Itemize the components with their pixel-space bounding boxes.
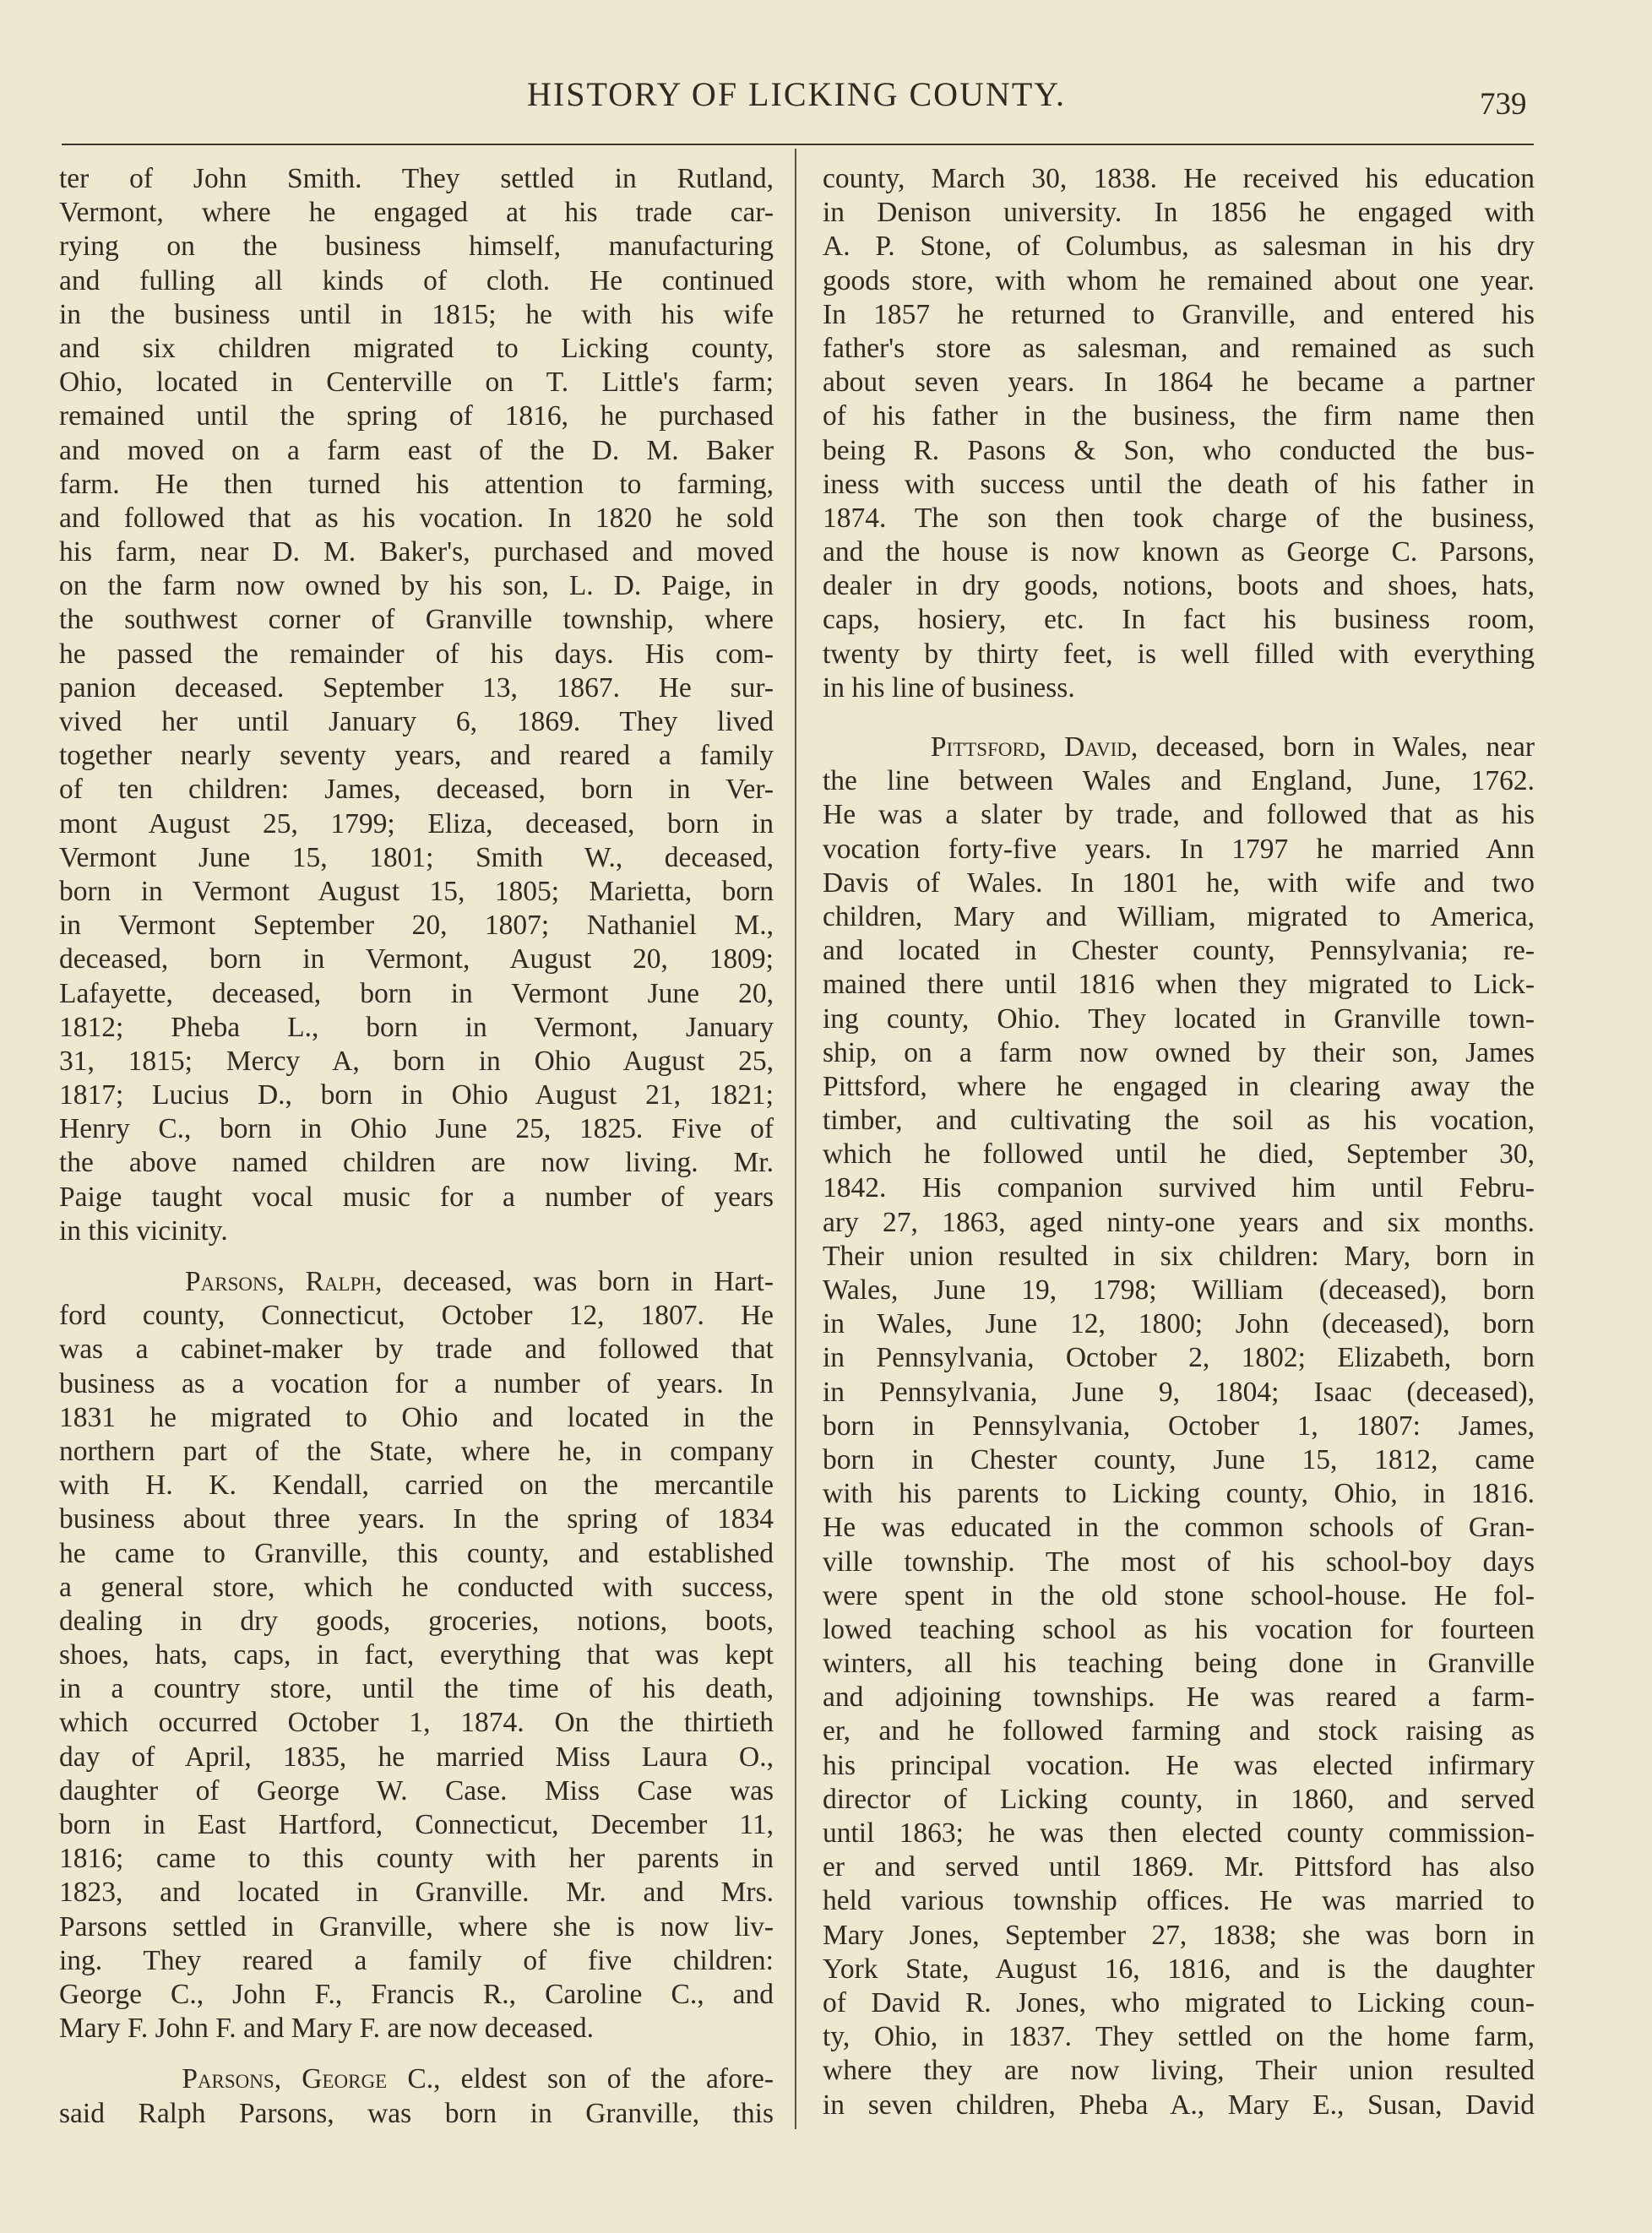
- text-line: 1842. His companion survived him until Febru-: [823, 1172, 1535, 1204]
- text-line: goods store, with whom he remained about one year.: [823, 264, 1535, 296]
- text-line: York State, August 16, 1816, and is the daughter: [823, 1953, 1535, 1985]
- paragraph-paige-continued: [59, 162, 774, 1248]
- text-line: his principal vocation. He was elected infirmary: [823, 1749, 1535, 1781]
- line-text: deceased, was born in Hart-: [382, 1266, 774, 1297]
- text-line: vived her until January 6, 1869. They lived: [59, 706, 774, 737]
- text-line: children, Mary and William, migrated to America,: [823, 900, 1535, 932]
- text-line: farm. He then turned his attention to farming,: [59, 468, 774, 500]
- text-line: until 1863; he was then elected county commission-: [823, 1817, 1535, 1849]
- header-rule: [62, 144, 1534, 145]
- text-line: in Vermont September 20, 1807; Nathaniel M.,: [59, 910, 774, 942]
- indent: [59, 2063, 182, 2094]
- text-line: where they are now living, Their union resulted: [823, 2055, 1535, 2087]
- text-line: was a cabinet-maker by trade and followed that: [59, 1334, 774, 1366]
- text-line: he passed the remainder of his days. His com-: [59, 638, 774, 670]
- text-line: Paige taught vocal music for a number of years: [59, 1181, 774, 1213]
- page-header: [0, 74, 1652, 125]
- text-line: ary 27, 1863, aged ninty-one years and six months.: [823, 1206, 1535, 1238]
- text-line: which occurred October 1, 1874. On the thirtieth: [59, 1707, 774, 1739]
- line-text: eldest son of the afore-: [440, 2063, 774, 2095]
- text-line: Mary Jones, September 27, 1838; she was born in: [823, 1919, 1535, 1951]
- text-line: Henry C., born in Ohio June 25, 1825. Five of: [59, 1113, 774, 1145]
- text-line: in seven children, Pheba A., Mary E., Susan, David: [823, 2089, 1535, 2121]
- text-line: director of Licking county, in 1860, and served: [823, 1783, 1535, 1815]
- text-line: in Denison university. In 1856 he engaged with: [823, 197, 1535, 229]
- text-line: panion deceased. September 13, 1867. He sur-: [59, 671, 774, 704]
- entry-name: Parsons, Ralph,: [184, 1266, 383, 1297]
- indent: [59, 1266, 185, 1297]
- text-line: 31, 1815; Mercy A, born in Ohio August 25,: [59, 1045, 774, 1077]
- page-number: 739: [1480, 87, 1527, 122]
- text-line: ship, on a farm now owned by their son, James: [823, 1036, 1535, 1068]
- text-line: of his father in the business, the firm name then: [823, 400, 1535, 432]
- text-line: He was educated in the common schools of Gran-: [823, 1512, 1535, 1544]
- text-line: on the farm now owned by his son, L. D. Paige, in: [59, 570, 774, 602]
- left-column: [59, 162, 774, 2131]
- text-line: in Wales, June 12, 1800; John (deceased), born: [823, 1308, 1535, 1340]
- text-line: the line between Wales and England, June, 1762.: [823, 765, 1535, 797]
- text-line: In 1857 he returned to Granville, and entered his: [823, 298, 1535, 330]
- text-line: Davis of Wales. In 1801 he, with wife and two: [823, 867, 1535, 899]
- text-line: born in Vermont August 15, 1805; Marietta, born: [59, 875, 774, 907]
- text-line: A. P. Stone, of Columbus, as salesman in his dry: [823, 231, 1535, 263]
- text-line: shoes, hats, caps, in fact, everything that was kept: [59, 1639, 774, 1671]
- text-line: ing. They reared a family of five children:: [59, 1944, 774, 1976]
- text-line: in a country store, until the time of his death,: [59, 1673, 774, 1705]
- text-line: deceased, born in Vermont, August 20, 1809;: [59, 943, 774, 975]
- text-line: and adjoining townships. He was reared a farm-: [823, 1682, 1535, 1714]
- text-line: 1874. The son then took charge of the business,: [823, 502, 1535, 534]
- text-line: county, March 30, 1838. He received his education: [823, 163, 1535, 194]
- entry-name: Parsons, George C.,: [182, 2063, 441, 2095]
- column-divider: [795, 149, 796, 2129]
- text-line: [59, 1265, 774, 1299]
- text-line: and located in Chester county, Pennsylvania; re-: [823, 935, 1535, 967]
- text-line: Mary F. John F. and Mary F. are now deceased.: [59, 2013, 594, 2045]
- text-line: were spent in the old stone school-house. He fol-: [823, 1579, 1535, 1611]
- text-line: and six children migrated to Licking county,: [59, 332, 774, 364]
- text-line: George C., John F., Francis R., Caroline C., and: [59, 1978, 774, 2010]
- text-line: of David R. Jones, who migrated to Licking coun-: [823, 1986, 1535, 2018]
- entry-name: Pittsford, David,: [930, 731, 1138, 763]
- text-line: and fulling all kinds of cloth. He continued: [59, 264, 774, 296]
- text-line: in Pennsylvania, June 9, 1804; Isaac (deceased),: [823, 1376, 1535, 1408]
- text-line: a general store, which he conducted with success,: [59, 1571, 774, 1603]
- text-line: er and served until 1869. Mr. Pittsford has also: [823, 1851, 1535, 1883]
- text-line: Wales, June 19, 1798; William (deceased), born: [823, 1274, 1535, 1306]
- text-line: and followed that as his vocation. In 1820 he sold: [59, 502, 774, 534]
- text-line: mained there until 1816 when they migrated to Lick-: [823, 969, 1535, 1001]
- paragraph-parsons-george: [59, 2062, 774, 2130]
- running-title: HISTORY OF LICKING COUNTY.: [527, 75, 1066, 113]
- text-line: business about three years. In the spring of 1834: [59, 1503, 774, 1535]
- text-line: vocation forty-five years. In 1797 he married Ann: [823, 833, 1535, 865]
- text-line: born in Pennsylvania, October 1, 1807: James,: [823, 1410, 1535, 1442]
- text-line: 1823, and located in Granville. Mr. and Mrs.: [59, 1877, 774, 1909]
- text-line: dealing in dry goods, groceries, notions, boots,: [59, 1605, 774, 1637]
- text-line: ville township. The most of his school-boy days: [823, 1546, 1535, 1578]
- text-line: er, and he followed farming and stock raising as: [823, 1715, 1535, 1747]
- text-line: father's store as salesman, and remained as such: [823, 332, 1535, 364]
- text-line: caps, hosiery, etc. In fact his business room,: [823, 604, 1535, 636]
- text-line: in his line of business.: [823, 671, 1075, 704]
- text-line: ford county, Connecticut, October 12, 1807. He: [59, 1300, 774, 1332]
- text-line: ter of John Smith. They settled in Rutland,: [59, 163, 774, 194]
- text-line: daughter of George W. Case. Miss Case was: [59, 1774, 774, 1807]
- text-line: Vermont June 15, 1801; Smith W., deceased,: [59, 841, 774, 873]
- text-line: held various township offices. He was married to: [823, 1885, 1535, 1917]
- paragraph-pittsford-david: [823, 731, 1535, 2122]
- indent: [823, 731, 931, 763]
- text-line: He was a slater by trade, and followed that as his: [823, 799, 1535, 831]
- text-line: 1812; Pheba L., born in Vermont, January: [59, 1011, 774, 1043]
- text-line: with his parents to Licking county, Ohio, in 1816.: [823, 1478, 1535, 1510]
- text-line: and moved on a farm east of the D. M. Baker: [59, 434, 774, 466]
- text-line: Ohio, located in Centerville on T. Little's farm;: [59, 367, 774, 399]
- text-line: in this vicinity.: [59, 1214, 228, 1247]
- text-line: said Ralph Parsons, was born in Granville, this: [59, 2097, 774, 2129]
- text-line: Vermont, where he engaged at his trade car-: [59, 197, 774, 229]
- text-line: [59, 2062, 774, 2096]
- paragraph-parsons-george-continued: [823, 162, 1535, 705]
- line-text: deceased, born in Wales, near: [1138, 731, 1535, 763]
- right-column: [823, 162, 1535, 2122]
- text-line: ty, Ohio, in 1837. They settled on the home farm,: [823, 2021, 1535, 2053]
- text-line: together nearly seventy years, and reared a family: [59, 740, 774, 772]
- text-line: Parsons settled in Granville, where she is now liv-: [59, 1910, 774, 1942]
- text-line: business as a vocation for a number of years. In: [59, 1367, 774, 1399]
- text-line: being R. Pasons & Son, who conducted the bus-: [823, 434, 1535, 466]
- text-line: ing county, Ohio. They located in Granville town-: [823, 1002, 1535, 1035]
- text-line: remained until the spring of 1816, he purchased: [59, 400, 774, 432]
- text-line: northern part of the State, where he, in company: [59, 1435, 774, 1467]
- text-line: about seven years. In 1864 he became a partner: [823, 367, 1535, 399]
- text-line: Lafayette, deceased, born in Vermont June 20,: [59, 977, 774, 1009]
- text-line: his farm, near D. M. Baker's, purchased and moved: [59, 536, 774, 568]
- text-line: of ten children: James, deceased, born in Ver-: [59, 774, 774, 806]
- text-line: he came to Granville, this county, and established: [59, 1537, 774, 1569]
- text-line: the above named children are now living. Mr.: [59, 1147, 774, 1179]
- text-line: the southwest corner of Granville township, where: [59, 604, 774, 636]
- text-line: timber, and cultivating the soil as his vocation,: [823, 1105, 1535, 1137]
- text-line: Pittsford, where he engaged in clearing away the: [823, 1070, 1535, 1102]
- text-line: [823, 731, 1535, 764]
- text-line: Their union resulted in six children: Mary, born in: [823, 1240, 1535, 1272]
- paragraph-parsons-ralph: [59, 1265, 774, 2046]
- text-line: which he followed until he died, September 30,: [823, 1138, 1535, 1171]
- text-line: born in Chester county, June 15, 1812, came: [823, 1443, 1535, 1475]
- text-line: rying on the business himself, manufacturing: [59, 231, 774, 263]
- text-line: dealer in dry goods, notions, boots and shoes, hats,: [823, 570, 1535, 602]
- text-line: mont August 25, 1799; Eliza, deceased, born in: [59, 807, 774, 839]
- text-line: day of April, 1835, he married Miss Laura O.,: [59, 1741, 774, 1773]
- text-line: 1817; Lucius D., born in Ohio August 21, 1821;: [59, 1079, 774, 1111]
- text-line: in Pennsylvania, October 2, 1802; Elizabeth, born: [823, 1342, 1535, 1374]
- text-line: 1816; came to this county with her parents in: [59, 1843, 774, 1875]
- text-line: in the business until in 1815; he with his wife: [59, 298, 774, 330]
- text-line: twenty by thirty feet, is well filled with everything: [823, 638, 1535, 670]
- text-line: and the house is now known as George C. Parsons,: [823, 536, 1535, 568]
- text-line: iness with success until the death of his father in: [823, 468, 1535, 500]
- text-line: 1831 he migrated to Ohio and located in the: [59, 1401, 774, 1433]
- text-line: lowed teaching school as his vocation for fourteen: [823, 1613, 1535, 1645]
- text-line: born in East Hartford, Connecticut, December 11,: [59, 1809, 774, 1840]
- text-line: with H. K. Kendall, carried on the mercantile: [59, 1470, 774, 1502]
- text-line: winters, all his teaching being done in Granville: [823, 1648, 1535, 1680]
